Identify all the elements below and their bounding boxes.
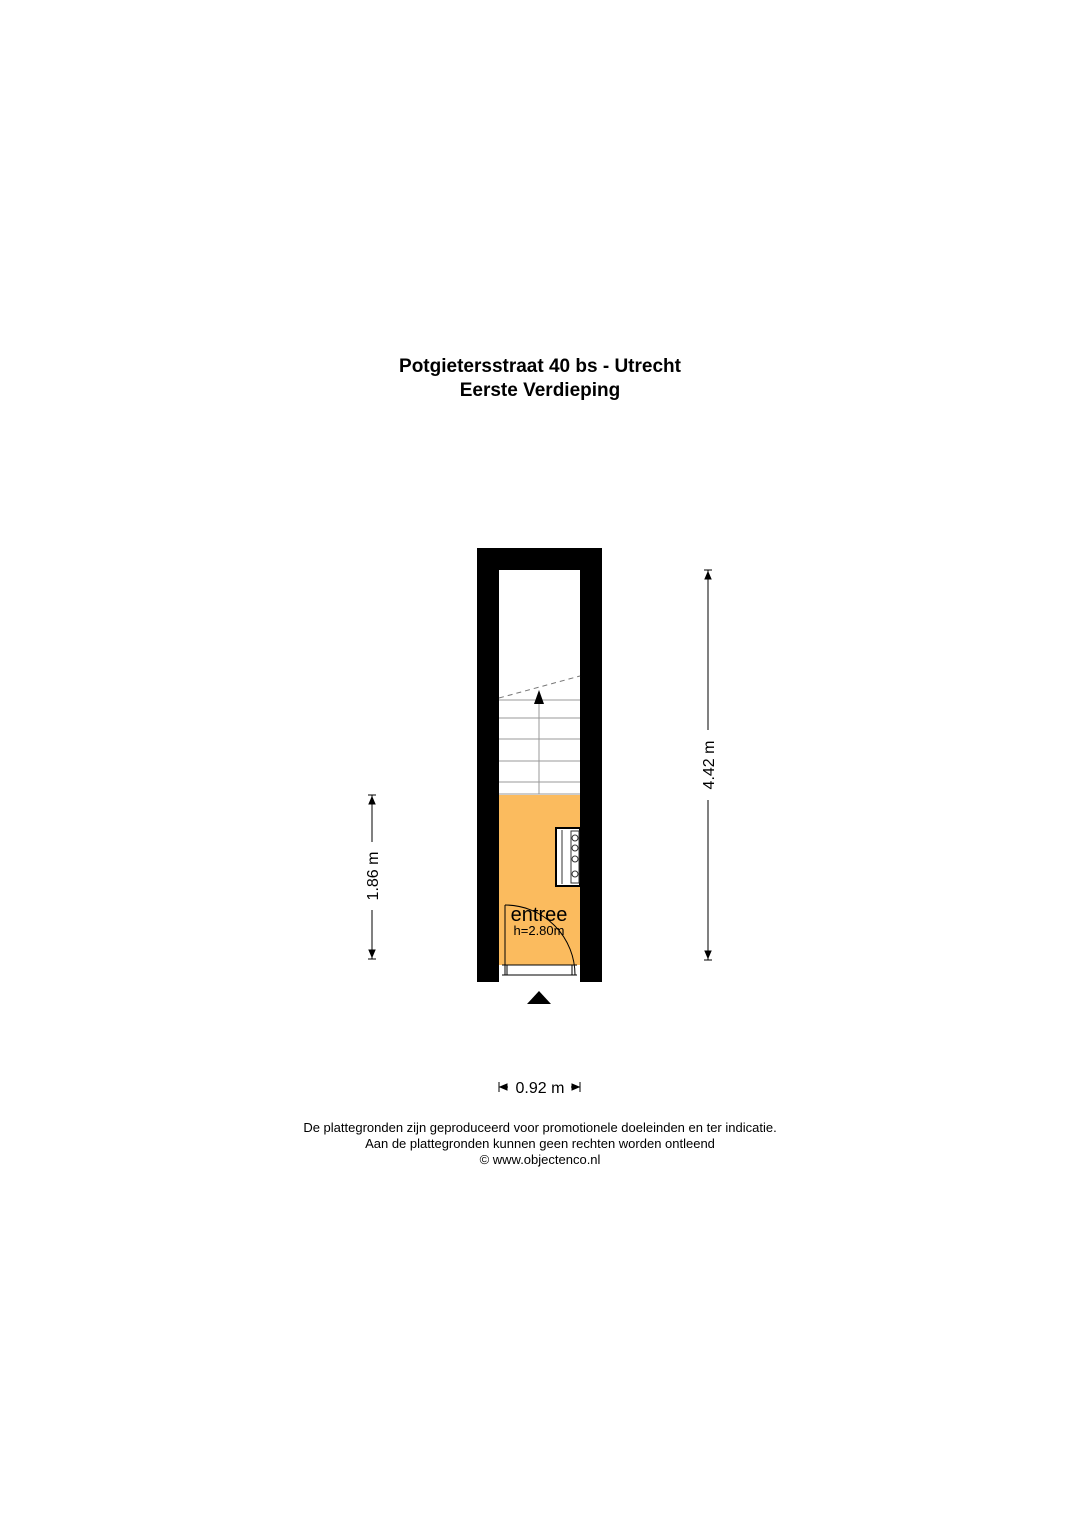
plan-title-floor: Eerste Verdieping xyxy=(459,380,621,401)
stair-direction-arrow-icon xyxy=(534,690,544,704)
dimension-total-length-label: 4.42 m xyxy=(701,740,718,790)
disclaimer-line-2: Aan de plattegronden kunnen geen rechten worden ontleend xyxy=(365,1136,715,1151)
wall-right xyxy=(580,548,602,982)
wall-left xyxy=(477,548,499,982)
dimension-width-label: 0.92 m xyxy=(515,1080,565,1097)
meter-cabinet xyxy=(556,828,580,886)
room-height-label: h=2.80m xyxy=(513,923,565,938)
disclaimer-line-1: De plattegronden zijn geproduceerd voor promotionele doeleinden en ter indicatie. xyxy=(303,1120,777,1135)
dimension-room-length-label: 1.86 m xyxy=(365,851,382,901)
entrance-marker-icon xyxy=(527,991,551,1004)
room-name-label: entree xyxy=(510,904,568,926)
copyright-line: © www.objectenco.nl xyxy=(479,1152,601,1167)
plan-title-address: Potgietersstraat 40 bs - Utrecht xyxy=(399,356,681,377)
